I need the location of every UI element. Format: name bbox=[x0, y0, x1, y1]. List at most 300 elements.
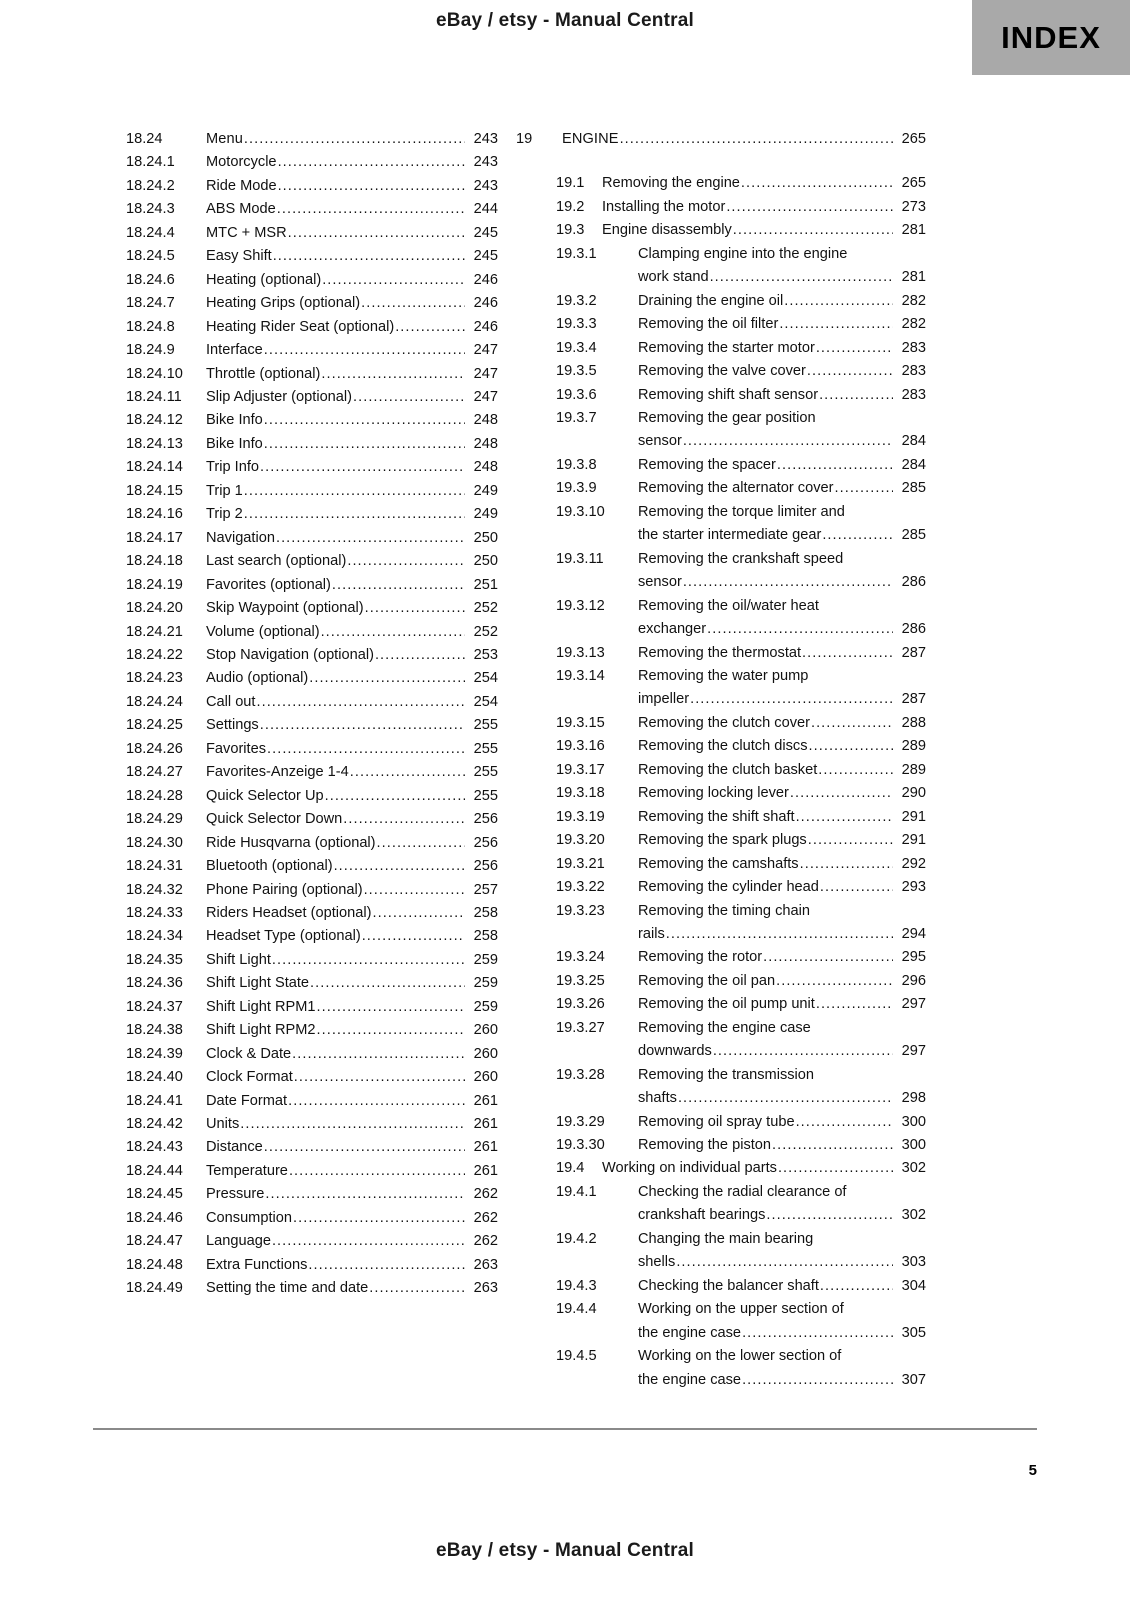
toc-entry-title: Heating Rider Seat (optional) bbox=[206, 318, 395, 335]
toc-entry-body bbox=[206, 597, 498, 620]
toc-leader-dots bbox=[620, 128, 893, 151]
toc-entry-body bbox=[206, 480, 498, 503]
toc-entry[interactable] bbox=[126, 527, 498, 550]
toc-entry-number: 18.24.20 bbox=[126, 600, 183, 617]
toc-entry[interactable] bbox=[516, 759, 926, 782]
toc-entry-number: 19.3.23 bbox=[556, 902, 605, 919]
toc-entry[interactable] bbox=[126, 832, 498, 855]
toc-entry-title: ABS Mode bbox=[206, 201, 276, 218]
toc-entry-body bbox=[206, 339, 498, 362]
toc-leader-dots bbox=[796, 806, 893, 829]
toc-entry[interactable] bbox=[126, 363, 498, 386]
toc-entry-page: 296 bbox=[901, 972, 926, 989]
toc-entry-body bbox=[638, 642, 926, 665]
toc-entry[interactable] bbox=[126, 574, 498, 597]
toc-entry-number: 18.24.6 bbox=[126, 271, 175, 288]
toc-entry-title: Removing the clutch basket bbox=[638, 761, 818, 778]
toc-leader-dots bbox=[322, 269, 465, 292]
toc-entry-number: 19.3.19 bbox=[556, 808, 605, 825]
toc-entry-page: 251 bbox=[473, 576, 498, 593]
toc-entry[interactable] bbox=[126, 597, 498, 620]
toc-leader-dots bbox=[347, 550, 465, 573]
toc-entry-title: Skip Waypoint (optional) bbox=[206, 600, 364, 617]
toc-entry-body bbox=[206, 738, 498, 761]
toc-entry[interactable] bbox=[126, 1160, 498, 1183]
toc-entry-body bbox=[638, 970, 926, 993]
toc-entry[interactable] bbox=[516, 1275, 926, 1298]
toc-entry-body bbox=[206, 1254, 498, 1277]
toc-entry-page: 247 bbox=[473, 365, 498, 382]
toc-leader-dots bbox=[811, 712, 893, 735]
toc-entry[interactable] bbox=[126, 761, 498, 784]
toc-entry[interactable] bbox=[516, 993, 926, 1016]
toc-entry[interactable] bbox=[126, 292, 498, 315]
toc-entry-number: 18.24.7 bbox=[126, 295, 175, 312]
toc-entry[interactable] bbox=[126, 1230, 498, 1253]
toc-entry-title: Working on the lower section of bbox=[638, 1348, 842, 1365]
toc-entry[interactable] bbox=[516, 548, 926, 595]
toc-entry[interactable] bbox=[126, 222, 498, 245]
toc-entry[interactable] bbox=[126, 691, 498, 714]
toc-entry[interactable] bbox=[516, 477, 926, 500]
toc-entry[interactable] bbox=[516, 946, 926, 969]
toc-entry-title: Working on individual parts bbox=[602, 1160, 777, 1177]
toc-entry[interactable] bbox=[516, 665, 926, 712]
toc-entry-page: 249 bbox=[473, 506, 498, 523]
index-tab bbox=[972, 0, 1130, 75]
toc-entry[interactable] bbox=[516, 900, 926, 947]
toc-entry[interactable] bbox=[126, 386, 498, 409]
toc-entry-title: Headset Type (optional) bbox=[206, 928, 361, 945]
toc-entry-number: 19.3.6 bbox=[556, 386, 597, 403]
toc-entry-body bbox=[638, 1298, 926, 1345]
toc-entry-body bbox=[638, 782, 926, 805]
toc-entry[interactable] bbox=[126, 785, 498, 808]
toc-entry-number: 19.3.17 bbox=[556, 761, 605, 778]
toc-entry-title: Units bbox=[206, 1116, 240, 1133]
toc-entry-number: 18.24.10 bbox=[126, 365, 183, 382]
toc-entry[interactable] bbox=[126, 175, 498, 198]
toc-entry-body bbox=[206, 433, 498, 456]
toc-entry-page: 261 bbox=[473, 1092, 498, 1109]
toc-entry-number: 19.4.5 bbox=[556, 1348, 597, 1365]
toc-entry[interactable] bbox=[126, 644, 498, 667]
toc-entry-page: 297 bbox=[901, 996, 926, 1013]
toc-entry[interactable] bbox=[516, 501, 926, 548]
toc-entry-title: Last search (optional) bbox=[206, 553, 347, 570]
toc-entry-title: Quick Selector Down bbox=[206, 811, 343, 828]
toc-entry-number: 18.24.23 bbox=[126, 670, 183, 687]
toc-entry-body bbox=[638, 548, 926, 595]
toc-entry[interactable] bbox=[516, 876, 926, 899]
toc-entry-title: Removing the transmission bbox=[638, 1066, 815, 1083]
toc-entry-title: Easy Shift bbox=[206, 248, 272, 265]
toc-entry[interactable] bbox=[516, 1298, 926, 1345]
toc-entry-page: 248 bbox=[473, 459, 498, 476]
toc-entry[interactable] bbox=[126, 339, 498, 362]
toc-entry-title: Volume (optional) bbox=[206, 623, 320, 640]
toc-entry-number: 18.24.26 bbox=[126, 740, 183, 757]
toc-entry-page: 289 bbox=[901, 738, 926, 755]
toc-entry[interactable] bbox=[126, 714, 498, 737]
toc-entry-number: 18.24.14 bbox=[126, 459, 183, 476]
toc-leader-dots bbox=[365, 597, 465, 620]
toc-entry-number: 19.3.13 bbox=[556, 644, 605, 661]
toc-entry-page: 265 bbox=[901, 131, 926, 147]
toc-entry-body bbox=[638, 313, 926, 336]
toc-entry-page: 293 bbox=[901, 879, 926, 896]
toc-entry-number: 18.24.11 bbox=[126, 388, 182, 405]
toc-leader-dots bbox=[676, 1251, 893, 1274]
toc-entry[interactable] bbox=[516, 1017, 926, 1064]
toc-entry[interactable] bbox=[516, 735, 926, 758]
toc-entry-body bbox=[206, 198, 498, 221]
toc-entry-number: 18.24.29 bbox=[126, 811, 183, 828]
toc-entry[interactable] bbox=[516, 1111, 926, 1134]
toc-entry-title: Favorites bbox=[206, 740, 267, 757]
toc-entry-title-cont: the engine case bbox=[638, 1324, 742, 1341]
toc-leader-dots bbox=[678, 1087, 893, 1110]
toc-entry-number: 18.24.31 bbox=[126, 858, 183, 875]
toc-leader-dots bbox=[264, 433, 465, 456]
toc-entry[interactable] bbox=[516, 806, 926, 829]
toc-leader-dots bbox=[807, 360, 893, 383]
toc-entry-body bbox=[602, 1157, 926, 1180]
toc-entry-title: Removing the piston bbox=[638, 1137, 772, 1154]
toc-entry[interactable] bbox=[126, 667, 498, 690]
toc-entry[interactable] bbox=[126, 1277, 498, 1300]
toc-entry[interactable] bbox=[516, 1157, 926, 1180]
toc-entry-page: 257 bbox=[473, 881, 498, 898]
toc-entry-title: Interface bbox=[206, 342, 263, 359]
toc-entry-page: 256 bbox=[473, 834, 498, 851]
toc-entry[interactable] bbox=[516, 337, 926, 360]
toc-entry-page: 262 bbox=[473, 1209, 498, 1226]
toc-entry-title: Installing the motor bbox=[602, 198, 726, 215]
toc-entry-number: 18.24 bbox=[126, 131, 163, 147]
toc-entry-number: 18.24.21 bbox=[126, 623, 183, 640]
toc-leader-dots bbox=[742, 1369, 893, 1392]
toc-leader-dots bbox=[317, 996, 465, 1019]
toc-leader-dots bbox=[294, 1066, 465, 1089]
toc-entry-title: Shift Light State bbox=[206, 975, 310, 992]
toc-entry[interactable] bbox=[126, 621, 498, 644]
toc-entry[interactable] bbox=[126, 1019, 498, 1042]
toc-leader-dots bbox=[666, 923, 893, 946]
toc-entry[interactable] bbox=[516, 970, 926, 993]
toc-entry-title-cont: exchanger bbox=[638, 621, 707, 638]
toc-entry-page: 297 bbox=[901, 1043, 926, 1060]
toc-entry[interactable] bbox=[516, 829, 926, 852]
toc-entry[interactable] bbox=[126, 1113, 498, 1136]
toc-entry-title: Engine disassembly bbox=[602, 222, 732, 239]
toc-leader-dots bbox=[802, 642, 893, 665]
toc-entry-number: 19.3.28 bbox=[556, 1066, 605, 1083]
toc-entry-number: 18.24.32 bbox=[126, 881, 183, 898]
toc-leader-dots bbox=[332, 574, 465, 597]
toc-entry-title-cont: shafts bbox=[638, 1090, 677, 1107]
toc-entry-body bbox=[638, 993, 926, 1016]
toc-entry[interactable] bbox=[126, 128, 498, 151]
toc-entry[interactable] bbox=[126, 456, 498, 479]
toc-entry-number: 19.3.24 bbox=[556, 949, 605, 966]
toc-entry[interactable] bbox=[126, 1090, 498, 1113]
toc-entry-number: 18.24.3 bbox=[126, 201, 175, 218]
toc-entry-body bbox=[562, 128, 926, 151]
toc-leader-dots bbox=[353, 386, 465, 409]
toc-entry-body bbox=[638, 1228, 926, 1275]
toc-entry-title-cont: the starter intermediate gear bbox=[638, 527, 822, 544]
toc-leader-dots bbox=[808, 829, 893, 852]
toc-entry[interactable] bbox=[126, 738, 498, 761]
toc-entry-title: Removing the torque limiter and bbox=[638, 503, 845, 520]
toc-entry[interactable] bbox=[516, 853, 926, 876]
toc-entry[interactable] bbox=[516, 196, 926, 219]
page-number: 5 bbox=[1028, 1462, 1037, 1479]
toc-entry-number: 18.24.13 bbox=[126, 435, 183, 452]
toc-entry-title: Bluetooth (optional) bbox=[206, 858, 333, 875]
toc-entry-number: 19.3.21 bbox=[556, 855, 605, 872]
toc-entry-page: 248 bbox=[473, 412, 498, 429]
toc-entry[interactable] bbox=[516, 782, 926, 805]
toc-entry-number: 18.24.19 bbox=[126, 576, 183, 593]
toc-entry-title: Removing the shift shaft bbox=[638, 808, 795, 825]
toc-entry-title: Heating (optional) bbox=[206, 271, 322, 288]
toc-leader-dots bbox=[309, 667, 465, 690]
toc-leader-dots bbox=[277, 198, 465, 221]
toc-entry-body bbox=[638, 946, 926, 969]
toc-leader-dots bbox=[289, 1160, 465, 1183]
toc-entry-number: 19.3.20 bbox=[556, 832, 605, 849]
toc-entry-page: 262 bbox=[473, 1186, 498, 1203]
toc-entry[interactable] bbox=[516, 454, 926, 477]
toc-entry-page: 263 bbox=[473, 1256, 498, 1273]
toc-entry[interactable] bbox=[516, 360, 926, 383]
toc-entry-page: 245 bbox=[473, 248, 498, 265]
toc-leader-dots bbox=[372, 902, 465, 925]
toc-entry[interactable] bbox=[126, 151, 498, 174]
toc-entry-number: 18.24.49 bbox=[126, 1280, 183, 1297]
toc-entry-page: 246 bbox=[473, 295, 498, 312]
toc-entry-title: Removing the thermostat bbox=[638, 644, 802, 661]
toc-entry-body bbox=[638, 829, 926, 852]
toc-entry-number: 18.24.34 bbox=[126, 928, 183, 945]
toc-entry[interactable] bbox=[126, 949, 498, 972]
toc-entry-page: 260 bbox=[473, 1022, 498, 1039]
toc-leader-dots bbox=[244, 128, 465, 151]
toc-entry-body bbox=[206, 222, 498, 245]
toc-entry-title: Draining the engine oil bbox=[638, 292, 784, 309]
toc-entry-title: Phone Pairing (optional) bbox=[206, 881, 363, 898]
toc-entry-title: Checking the balancer shaft bbox=[638, 1277, 819, 1294]
toc-entry-body bbox=[206, 785, 498, 808]
toc-entry-body bbox=[206, 1113, 498, 1136]
toc-entry-body bbox=[206, 363, 498, 386]
toc-entry[interactable] bbox=[126, 480, 498, 503]
toc-entry-page: 303 bbox=[901, 1254, 926, 1271]
toc-entry-title: Removing locking lever bbox=[638, 785, 789, 802]
toc-entry-page: 250 bbox=[473, 553, 498, 570]
toc-entry-page: 248 bbox=[473, 435, 498, 452]
toc-entry-number: 18.24.42 bbox=[126, 1116, 183, 1133]
toc-entry-page: 244 bbox=[473, 201, 498, 218]
toc-entry-title: Removing the oil pan bbox=[638, 972, 776, 989]
toc-entry-body bbox=[638, 595, 926, 642]
toc-entry-page: 281 bbox=[901, 269, 926, 286]
toc-entry-body bbox=[206, 667, 498, 690]
toc-entry[interactable] bbox=[516, 595, 926, 642]
toc-entry-title: Favorites-Anzeige 1-4 bbox=[206, 764, 349, 781]
toc-entry-page: 260 bbox=[473, 1045, 498, 1062]
toc-entry[interactable] bbox=[516, 243, 926, 290]
toc-entry[interactable] bbox=[126, 269, 498, 292]
toc-entry-number: 19.3.1 bbox=[556, 245, 597, 262]
toc-entry[interactable] bbox=[516, 1134, 926, 1157]
toc-entry-page: 255 bbox=[473, 787, 498, 804]
toc-entry-page: 285 bbox=[901, 527, 926, 544]
toc-entry[interactable] bbox=[516, 1345, 926, 1392]
toc-entry-page: 261 bbox=[473, 1139, 498, 1156]
toc-entry-title: Audio (optional) bbox=[206, 670, 309, 687]
toc-entry[interactable] bbox=[126, 198, 498, 221]
toc-entry[interactable] bbox=[126, 1183, 498, 1206]
toc-entry[interactable] bbox=[126, 972, 498, 995]
toc-entry-body bbox=[638, 1275, 926, 1298]
toc-leader-dots bbox=[742, 1322, 893, 1345]
toc-leader-dots bbox=[816, 337, 893, 360]
toc-entry-number: 19.2 bbox=[556, 198, 585, 215]
toc-entry-title: Removing the alternator cover bbox=[638, 480, 834, 497]
toc-entry-body bbox=[638, 1064, 926, 1111]
toc-entry[interactable] bbox=[516, 172, 926, 195]
toc-entry[interactable] bbox=[516, 313, 926, 336]
toc-entry[interactable] bbox=[516, 1228, 926, 1275]
toc-leader-dots bbox=[288, 222, 465, 245]
toc-entry-body bbox=[638, 876, 926, 899]
toc-entry-number: 18.24.16 bbox=[126, 506, 183, 523]
toc-entry-title: Removing the water pump bbox=[638, 667, 809, 684]
toc-entry-number: 19.4.3 bbox=[556, 1277, 597, 1294]
toc-entry[interactable] bbox=[516, 407, 926, 454]
toc-entry-number: 19.3.18 bbox=[556, 785, 605, 802]
toc-entry[interactable] bbox=[126, 409, 498, 432]
toc-entry[interactable] bbox=[516, 1181, 926, 1228]
toc-entry-page: 250 bbox=[473, 529, 498, 546]
toc-leader-dots bbox=[816, 993, 893, 1016]
table-of-contents bbox=[0, 128, 1130, 1392]
toc-entry[interactable] bbox=[516, 642, 926, 665]
toc-leader-dots bbox=[256, 691, 465, 714]
toc-leader-dots bbox=[361, 292, 465, 315]
toc-entry[interactable] bbox=[126, 503, 498, 526]
toc-entry-body bbox=[206, 503, 498, 526]
toc-section-gap bbox=[516, 151, 926, 172]
toc-entry-body bbox=[638, 853, 926, 876]
toc-entry-number: 19.4 bbox=[556, 1160, 585, 1177]
toc-entry-page: 281 bbox=[901, 222, 926, 239]
toc-entry[interactable] bbox=[126, 879, 498, 902]
toc-entry-body bbox=[638, 243, 926, 290]
toc-entry-number: 19.4.4 bbox=[556, 1301, 597, 1318]
toc-entry-body bbox=[206, 644, 498, 667]
toc-entry-page: 282 bbox=[901, 292, 926, 309]
toc-entry-title: Removing the crankshaft speed bbox=[638, 550, 844, 567]
toc-entry-number: 19.3.2 bbox=[556, 292, 597, 309]
toc-entry[interactable] bbox=[516, 712, 926, 735]
toc-entry-title-cont: sensor bbox=[638, 574, 682, 591]
toc-leader-dots bbox=[276, 527, 465, 550]
toc-leader-dots bbox=[820, 876, 893, 899]
toc-entry-title: Motorcycle bbox=[206, 154, 277, 171]
toc-entry[interactable] bbox=[126, 316, 498, 339]
page-header bbox=[0, 0, 1130, 80]
toc-entry-number: 19.3.12 bbox=[556, 597, 605, 614]
toc-entry-number: 18.24.24 bbox=[126, 693, 183, 710]
toc-leader-dots bbox=[293, 1207, 465, 1230]
toc-entry[interactable] bbox=[516, 219, 926, 242]
toc-entry-title: Removing the engine case bbox=[638, 1019, 811, 1036]
toc-entry[interactable] bbox=[516, 290, 926, 313]
toc-entry-body bbox=[206, 1207, 498, 1230]
toc-entry-page: 259 bbox=[473, 951, 498, 968]
toc-entry-page: 253 bbox=[473, 646, 498, 663]
toc-entry-page: 255 bbox=[473, 764, 498, 781]
toc-entry[interactable] bbox=[126, 855, 498, 878]
toc-entry-title-cont: work stand bbox=[638, 269, 709, 286]
toc-entry-page: 302 bbox=[901, 1160, 926, 1177]
toc-entry-body bbox=[638, 712, 926, 735]
toc-entry[interactable] bbox=[126, 1136, 498, 1159]
toc-column-right bbox=[516, 128, 926, 1392]
toc-entry-title: Trip 1 bbox=[206, 482, 243, 499]
toc-entry[interactable] bbox=[126, 808, 498, 831]
toc-entry[interactable] bbox=[516, 1064, 926, 1111]
toc-entry-title: Temperature bbox=[206, 1162, 288, 1179]
toc-entry-number: 18.24.41 bbox=[126, 1092, 183, 1109]
toc-entry-number: 18.24.2 bbox=[126, 177, 175, 194]
toc-column-left bbox=[126, 128, 498, 1301]
toc-entry[interactable] bbox=[126, 433, 498, 456]
toc-entry-body bbox=[206, 1277, 498, 1300]
toc-leader-dots bbox=[362, 925, 465, 948]
toc-entry-number: 19 bbox=[516, 131, 533, 147]
toc-entry-number: 19.3.9 bbox=[556, 480, 597, 497]
toc-entry[interactable] bbox=[126, 902, 498, 925]
toc-entry[interactable] bbox=[126, 1043, 498, 1066]
toc-entry[interactable] bbox=[126, 550, 498, 573]
toc-entry-number: 19.3.14 bbox=[556, 667, 605, 684]
toc-entry-title: Settings bbox=[206, 717, 259, 734]
toc-entry[interactable] bbox=[126, 925, 498, 948]
toc-entry-body bbox=[638, 454, 926, 477]
toc-entry-body bbox=[638, 1345, 926, 1392]
toc-entry[interactable] bbox=[126, 1066, 498, 1089]
toc-entry[interactable] bbox=[516, 384, 926, 407]
toc-entry[interactable] bbox=[126, 1254, 498, 1277]
toc-entry-body bbox=[638, 384, 926, 407]
toc-leader-dots bbox=[778, 1157, 893, 1180]
toc-entry-page: 291 bbox=[901, 808, 926, 825]
toc-leader-dots bbox=[343, 808, 465, 831]
toc-entry-number: 18.24.25 bbox=[126, 717, 183, 734]
toc-entry-title: Ride Husqvarna (optional) bbox=[206, 834, 376, 851]
toc-leader-dots bbox=[820, 1275, 893, 1298]
toc-entry[interactable] bbox=[126, 1207, 498, 1230]
toc-entry[interactable] bbox=[126, 996, 498, 1019]
toc-entry[interactable] bbox=[126, 245, 498, 268]
toc-entry[interactable] bbox=[516, 128, 926, 151]
toc-leader-dots bbox=[790, 782, 893, 805]
